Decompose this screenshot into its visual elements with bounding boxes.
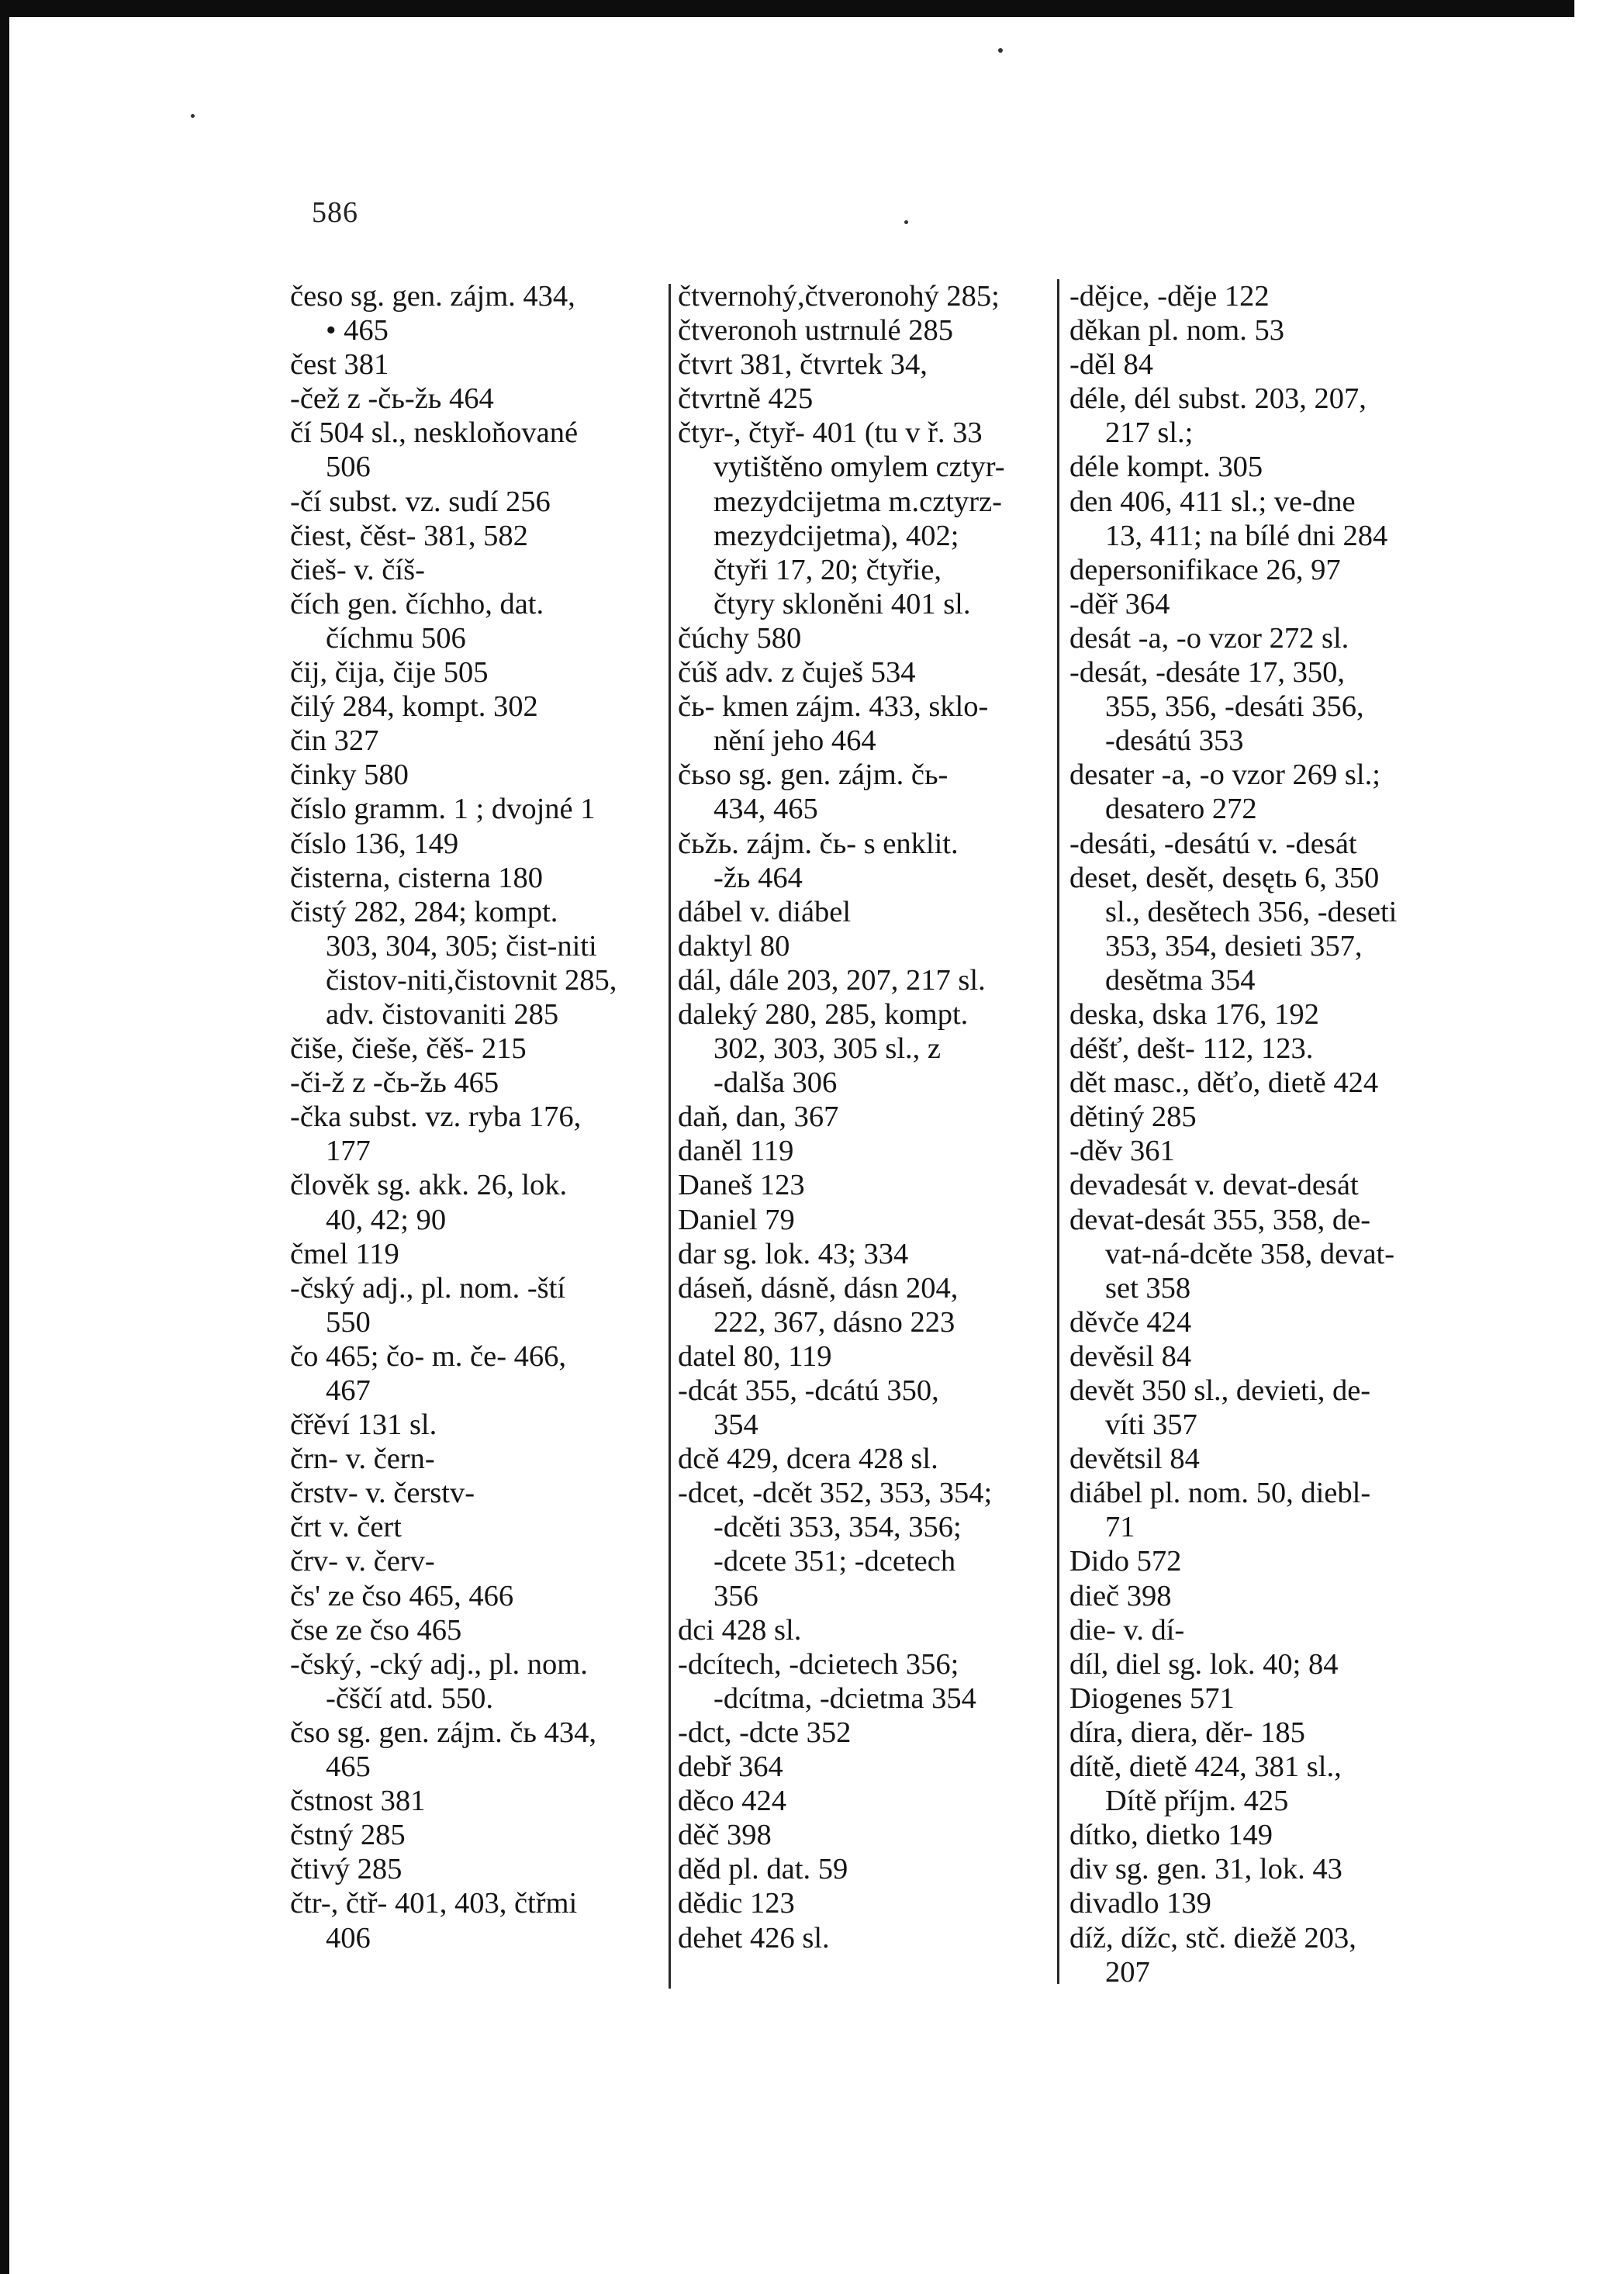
- index-entry-line: čest 381: [290, 348, 389, 382]
- index-entry-line: dět masc., děťo, dietě 424: [1069, 1066, 1379, 1100]
- index-entry-line: čí 504 sl., neskloňované: [290, 416, 579, 450]
- index-entry-line: čistov-niti,čistovnit 285,: [326, 963, 617, 997]
- index-entry-line: -dějce, -děje 122: [1069, 280, 1270, 313]
- index-entry-line: čs' ze čso 465, 466: [290, 1579, 514, 1612]
- index-entry-line: devět 350 sl., devieti, de-: [1069, 1374, 1371, 1407]
- index-entry-line: čtveronoh ustrnulé 285: [678, 314, 953, 347]
- index-entry-line: číslo gramm. 1 ; dvojné 1: [290, 793, 596, 826]
- index-entry-line: črstv- v. čerstv-: [290, 1477, 475, 1510]
- index-entry-line: 303, 304, 305; čist-niti: [326, 929, 597, 962]
- index-entry-line: déle kompt. 305: [1069, 451, 1263, 484]
- index-entry-line: 354: [714, 1408, 758, 1442]
- index-entry-line: -dcěti 353, 354, 356;: [714, 1511, 962, 1544]
- index-entry-line: deska, dska 176, 192: [1069, 997, 1319, 1031]
- index-entry-line: set 358: [1105, 1271, 1191, 1305]
- index-entry-line: čьso sg. gen. zájm. čь-: [678, 759, 948, 792]
- index-entry-line: -desát, -desáte 17, 350,: [1069, 656, 1345, 689]
- column-divider-2: [1057, 279, 1059, 1984]
- index-entry-line: 506: [326, 451, 371, 484]
- index-entry-line: div sg. gen. 31, lok. 43: [1069, 1853, 1342, 1886]
- index-entry-line: čiše, čieše, čěš- 215: [290, 1032, 527, 1066]
- index-entry-line: -děv 361: [1069, 1135, 1175, 1168]
- index-entry-line: • 465: [326, 314, 389, 347]
- column-divider-1: [669, 284, 671, 1989]
- index-column-2: [678, 279, 1050, 1955]
- index-entry-line: čtyry skloněni 401 sl.: [714, 587, 971, 620]
- index-entry-line: čstný 285: [290, 1819, 406, 1852]
- index-entry-line: -čka subst. vz. ryba 176,: [290, 1101, 582, 1134]
- print-speck: [904, 220, 908, 224]
- index-entry-line: Diogenes 571: [1069, 1681, 1235, 1715]
- page-number: 586: [312, 196, 358, 229]
- index-entry-line: čtivý 285: [290, 1853, 403, 1886]
- index-entry-line: čso sg. gen. zájm. čь 434,: [290, 1716, 596, 1749]
- index-entry-line: -čský adj., pl. nom. -ští: [290, 1271, 566, 1305]
- index-entry-line: den 406, 411 sl.; ve-dne: [1069, 485, 1356, 518]
- index-entry-line: čřěví 131 sl.: [290, 1408, 437, 1442]
- index-entry-line: dítko, dietko 149: [1069, 1819, 1273, 1852]
- index-entry-line: -desátú 353: [1105, 724, 1244, 758]
- index-entry-line: čtyr-, čtyř- 401 (tu v ř. 33: [678, 416, 983, 450]
- index-entry-line: děkan pl. nom. 53: [1069, 314, 1284, 347]
- index-entry-line: čtyři 17, 20; čtyřie,: [714, 553, 942, 586]
- index-entry-line: 302, 303, 305 sl., z: [714, 1032, 942, 1066]
- index-entry-line: čin 327: [290, 724, 379, 758]
- index-entry-line: -děř 364: [1069, 587, 1170, 620]
- index-entry-line: datel 80, 119: [678, 1339, 832, 1373]
- index-entry-line: čtvrt 381, čtvrtek 34,: [678, 348, 928, 382]
- index-entry-line: čtr-, čtř- 401, 403, čtřmi: [290, 1887, 578, 1920]
- index-entry-line: devadesát v. devat-desát: [1069, 1169, 1359, 1202]
- index-column-3: [1069, 279, 1445, 1989]
- index-entry-line: dítě, dietě 424, 381 sl.,: [1069, 1750, 1342, 1784]
- index-entry-line: vytištěno omylem cztyr-: [714, 451, 1005, 484]
- index-entry-line: -dalša 306: [714, 1066, 838, 1100]
- index-entry-line: dehet 426 sl.: [678, 1921, 830, 1954]
- index-entry-line: -děl 84: [1069, 348, 1153, 382]
- index-entry-line: dieč 398: [1069, 1579, 1172, 1612]
- index-entry-line: Daniel 79: [678, 1203, 795, 1236]
- index-entry-line: -čský, -cký adj., pl. nom.: [290, 1647, 588, 1681]
- index-entry-line: -dct, -dcte 352: [678, 1716, 852, 1749]
- index-entry-line: Dido 572: [1069, 1545, 1182, 1578]
- index-entry-line: 207: [1105, 1955, 1150, 1989]
- index-entry-line: děvče 424: [1069, 1305, 1192, 1339]
- index-entry-line: depersonifikace 26, 97: [1069, 553, 1341, 586]
- index-entry-line: 434, 465: [714, 793, 818, 826]
- index-entry-line: dál, dále 203, 207, 217 sl.: [678, 963, 986, 997]
- index-entry-line: adv. čistovaniti 285: [326, 997, 559, 1031]
- index-entry-line: -čež z -čь-žь 464: [290, 382, 494, 416]
- index-entry-line: die- v. dí-: [1069, 1613, 1185, 1647]
- index-entry-line: činky 580: [290, 759, 409, 792]
- index-entry-line: 465: [326, 1750, 371, 1784]
- index-entry-line: 550: [326, 1305, 371, 1339]
- index-entry-line: děč 398: [678, 1819, 772, 1852]
- index-entry-line: devat-desát 355, 358, de-: [1069, 1203, 1371, 1236]
- index-entry-line: desětma 354: [1105, 963, 1256, 997]
- index-entry-line: víti 357: [1105, 1408, 1197, 1442]
- index-entry-line: člověk sg. akk. 26, lok.: [290, 1169, 568, 1202]
- index-entry-line: čistý 282, 284; kompt.: [290, 895, 558, 928]
- index-entry-line: čiest, čěst- 381, 582: [290, 519, 528, 552]
- index-entry-line: déšť, dešt- 112, 123.: [1069, 1032, 1314, 1066]
- index-entry-line: číchmu 506: [326, 621, 466, 655]
- index-entry-line: díl, diel sg. lok. 40; 84: [1069, 1647, 1339, 1681]
- index-entry-line: -dcete 351; -dcetech: [714, 1545, 956, 1578]
- index-entry-line: čúchy 580: [678, 621, 802, 655]
- index-entry-line: -čí subst. vz. sudí 256: [290, 485, 551, 518]
- index-entry-line: -či-ž z -čь-žь 465: [290, 1066, 499, 1100]
- index-entry-line: debř 364: [678, 1750, 783, 1784]
- index-entry-line: daň, dan, 367: [678, 1101, 839, 1134]
- index-entry-line: desát -a, -o vzor 272 sl.: [1069, 621, 1349, 655]
- index-entry-line: čilý 284, kompt. 302: [290, 690, 538, 724]
- index-entry-line: česo sg. gen. zájm. 434,: [290, 280, 575, 313]
- index-entry-line: 177: [326, 1135, 371, 1168]
- index-entry-line: črn- v. čern-: [290, 1443, 435, 1476]
- index-entry-line: -dcítech, -dcietech 356;: [678, 1647, 959, 1681]
- index-entry-line: desatero 272: [1105, 793, 1257, 826]
- index-entry-line: děd pl. dat. 59: [678, 1853, 848, 1886]
- index-entry-line: čь- kmen zájm. 433, sklo-: [678, 690, 989, 724]
- index-entry-line: 40, 42; 90: [326, 1203, 447, 1236]
- index-entry-line: divadlo 139: [1069, 1887, 1211, 1920]
- index-entry-line: děco 424: [678, 1785, 787, 1818]
- index-entry-line: díra, diera, děr- 185: [1069, 1716, 1305, 1749]
- index-entry-line: čo 465; čo- m. če- 466,: [290, 1339, 567, 1373]
- index-entry-line: 217 sl.;: [1105, 416, 1194, 450]
- index-entry-line: čích gen. číchho, dat.: [290, 587, 544, 620]
- print-speck: [998, 48, 1003, 53]
- index-entry-line: čtvrtně 425: [678, 382, 814, 416]
- index-entry-line: daleký 280, 285, kompt.: [678, 997, 969, 1031]
- index-entry-line: dci 428 sl.: [678, 1613, 802, 1647]
- index-entry-line: desater -a, -o vzor 269 sl.;: [1069, 759, 1380, 792]
- index-entry-line: 355, 356, -desáti 356,: [1105, 690, 1364, 724]
- index-entry-line: 13, 411; na bílé dni 284: [1105, 519, 1388, 552]
- index-entry-line: -dcát 355, -dcátú 350,: [678, 1374, 939, 1407]
- index-entry-line: nění jeho 464: [714, 724, 876, 758]
- index-entry-line: dědic 123: [678, 1887, 795, 1920]
- index-entry-line: vat-ná-dcěte 358, devat-: [1105, 1237, 1395, 1270]
- index-entry-line: čstnost 381: [290, 1785, 426, 1818]
- index-entry-line: Dítě příjm. 425: [1105, 1785, 1289, 1818]
- index-entry-line: daněl 119: [678, 1135, 794, 1168]
- index-entry-line: čij, čija, čije 505: [290, 656, 489, 689]
- index-entry-line: dábel v. diábel: [678, 895, 852, 928]
- index-entry-line: čtvernohý,čtveronohý 285;: [678, 280, 1000, 313]
- index-entry-line: mezydcijetma m.cztyrz-: [714, 485, 1002, 518]
- scan-margin: [1574, 0, 1624, 2274]
- index-entry-line: dětiný 285: [1069, 1101, 1197, 1134]
- index-entry-line: dcě 429, dcera 428 sl.: [678, 1443, 938, 1476]
- index-entry-line: čmel 119: [290, 1237, 399, 1270]
- index-entry-line: 467: [326, 1374, 371, 1407]
- index-entry-line: -dcet, -dcět 352, 353, 354;: [678, 1477, 993, 1510]
- index-entry-line: -dcítma, -dcietma 354: [714, 1681, 976, 1715]
- index-entry-line: díž, dížc, stč. diežě 203,: [1069, 1921, 1356, 1954]
- index-entry-line: čieš- v. číš-: [290, 553, 425, 586]
- index-entry-line: 222, 367, dásno 223: [714, 1305, 955, 1339]
- index-entry-line: dar sg. lok. 43; 334: [678, 1237, 909, 1270]
- index-entry-line: daktyl 80: [678, 929, 790, 962]
- index-entry-line: déle, dél subst. 203, 207,: [1069, 382, 1367, 416]
- index-entry-line: -desáti, -desátú v. -desát: [1069, 827, 1357, 860]
- index-entry-line: čisterna, cisterna 180: [290, 861, 544, 894]
- index-entry-line: číslo 136, 149: [290, 827, 459, 860]
- index-entry-line: diábel pl. nom. 50, diebl-: [1069, 1477, 1371, 1510]
- index-entry-line: črt v. čert: [290, 1511, 402, 1544]
- index-entry-line: -čščí atd. 550.: [326, 1681, 493, 1715]
- index-entry-line: mezydcijetma), 402;: [714, 519, 959, 552]
- index-entry-line: deset, desět, desętь 6, 350: [1069, 861, 1380, 894]
- index-entry-line: -žь 464: [714, 861, 803, 894]
- index-entry-line: sl., desětech 356, -deseti: [1105, 895, 1398, 928]
- index-entry-line: čse ze čso 465: [290, 1613, 462, 1647]
- index-column-1: [290, 279, 661, 1955]
- index-entry-line: črv- v. červ-: [290, 1545, 435, 1578]
- index-entry-line: devěsil 84: [1069, 1339, 1192, 1373]
- index-entry-line: 406: [326, 1921, 371, 1954]
- book-page: [9, 17, 1574, 2274]
- index-entry-line: Daneš 123: [678, 1169, 805, 1202]
- index-entry-line: 353, 354, desieti 357,: [1105, 929, 1363, 962]
- index-entry-line: 356: [714, 1579, 758, 1612]
- index-entry-line: dáseň, dásně, dásn 204,: [678, 1271, 959, 1305]
- index-entry-line: 71: [1105, 1511, 1135, 1544]
- index-entry-line: čúš adv. z čuješ 534: [678, 656, 916, 689]
- index-entry-line: čьžь. zájm. čь- s enklit.: [678, 827, 959, 860]
- index-entry-line: devětsil 84: [1069, 1443, 1200, 1476]
- print-speck: [191, 114, 195, 118]
